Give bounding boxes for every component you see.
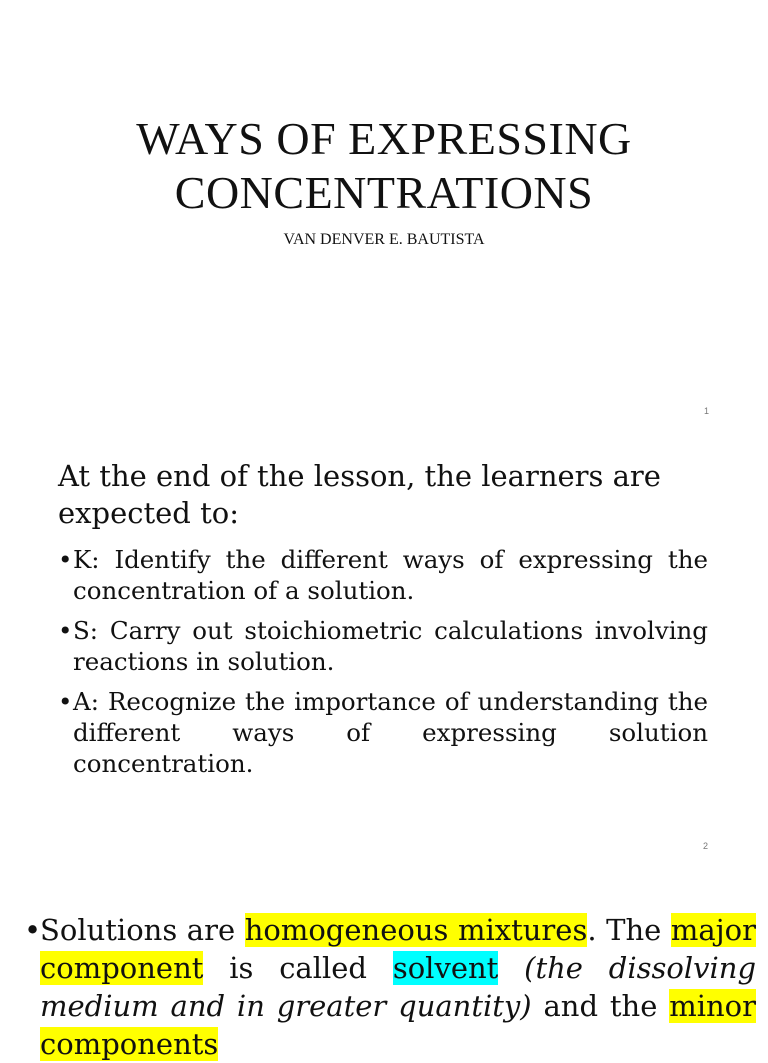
italic-note: (the dissolving medium and in greater quantity) bbox=[40, 951, 757, 1023]
plain-text: is called bbox=[203, 951, 393, 985]
author-name: VAN DENVER E. BAUTISTA bbox=[283, 231, 485, 248]
plain-text: . The bbox=[587, 913, 671, 947]
plain-text: Solutions are bbox=[40, 913, 245, 947]
bullet-icon: • bbox=[58, 545, 73, 574]
objectives-list bbox=[58, 544, 708, 788]
plain-text bbox=[498, 951, 524, 985]
highlight-major-component: major component bbox=[40, 913, 756, 985]
objective-text: A: Recognize the importance of understanding the different ways of expressing solution concentration. bbox=[73, 687, 708, 778]
objective-skill bbox=[58, 615, 708, 677]
title-slide bbox=[0, 0, 768, 426]
highlight-minor-components: minor components bbox=[40, 989, 756, 1061]
highlight-solvent: solvent bbox=[392, 951, 499, 985]
page-number: 2 bbox=[703, 841, 709, 851]
solution-definition-paragraph bbox=[24, 911, 756, 1063]
page-number: 1 bbox=[704, 406, 710, 416]
highlight-homogeneous-mixtures: homogeneous mixtures bbox=[244, 913, 588, 947]
objectives-heading: At the end of the lesson, the learners are expected to: bbox=[58, 459, 661, 530]
objective-attitude bbox=[58, 686, 708, 779]
bullet-icon: • bbox=[24, 913, 42, 947]
definition-slide bbox=[0, 862, 768, 1061]
objective-text: K: Identify the different ways of expressing the concentration of a solution. bbox=[73, 545, 708, 605]
objective-knowledge bbox=[58, 544, 708, 606]
title-line-2: CONCENTRATIONS bbox=[174, 167, 594, 218]
title-line-1: WAYS OF EXPRESSING bbox=[136, 113, 632, 164]
objective-text: S: Carry out stoichiometric calculations involving reactions in solution. bbox=[73, 616, 708, 676]
plain-text: and the bbox=[531, 989, 670, 1023]
presentation-title bbox=[0, 112, 768, 220]
objectives-slide bbox=[0, 426, 768, 862]
bullet-icon: • bbox=[58, 687, 73, 716]
bullet-icon: • bbox=[58, 616, 73, 645]
